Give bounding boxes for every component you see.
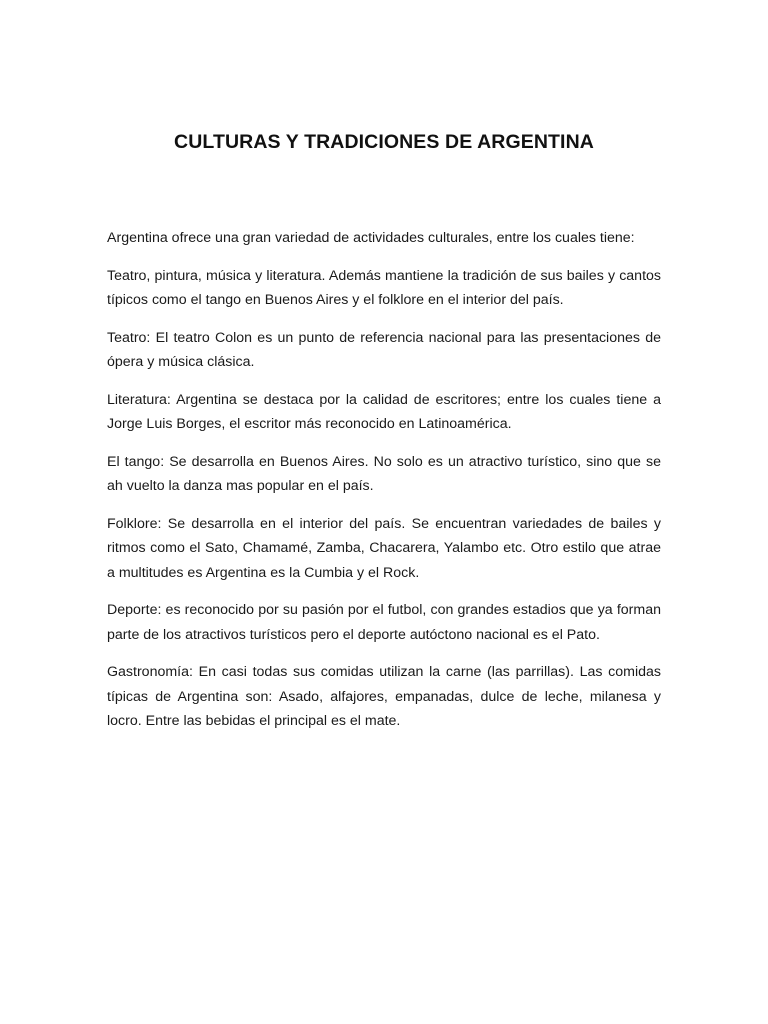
paragraph-arts: Teatro, pintura, música y literatura. Además mantiene la tradición de sus bailes y cantos típicos como el tango en Buenos Aires y el folklore en el interior del país. (107, 267, 661, 308)
paragraph-intro: Argentina ofrece una gran variedad de actividades culturales, entre los cuales tiene: (107, 230, 635, 246)
paragraph-folklore: Folklore: Se desarrolla en el interior del país. Se encuentran variedades de bailes y ritmos como el Sato, Chamamé, Zamba, Chacarera, Yalambo etc. Otro estilo que atrae a multitudes es Argentina es la Cumbia y el Rock. (107, 515, 661, 581)
document-title: CULTURAS Y TRADICIONES DE ARGENTINA (174, 131, 594, 153)
paragraph-gastronomia: Gastronomía: En casi todas sus comidas utilizan la carne (las parrillas). Las comidas típicas de Argentina son: Asado, alfajores, empanadas, dulce de leche, milanesa y locro. Entre las bebidas el principal es el mate. (107, 664, 661, 729)
paragraph-teatro: Teatro: El teatro Colon es un punto de referencia nacional para las presentaciones de ópera y música clásica. (107, 329, 661, 370)
document-body (107, 226, 661, 747)
paragraph-deporte: Deporte: es reconocido por su pasión por el futbol, con grandes estadios que ya forman parte de los atractivos turísticos pero el deporte autóctono nacional es el Pato. (107, 602, 661, 643)
paragraph-tango: El tango: Se desarrolla en Buenos Aires. No solo es un atractivo turístico, sino que se ah vuelto la danza mas popular en el país. (107, 453, 661, 494)
paragraph-literatura: Literatura: Argentina se destaca por la calidad de escritores; entre los cuales tiene a Jorge Luis Borges, el escritor más reconocido en Latinoamérica. (107, 391, 661, 432)
